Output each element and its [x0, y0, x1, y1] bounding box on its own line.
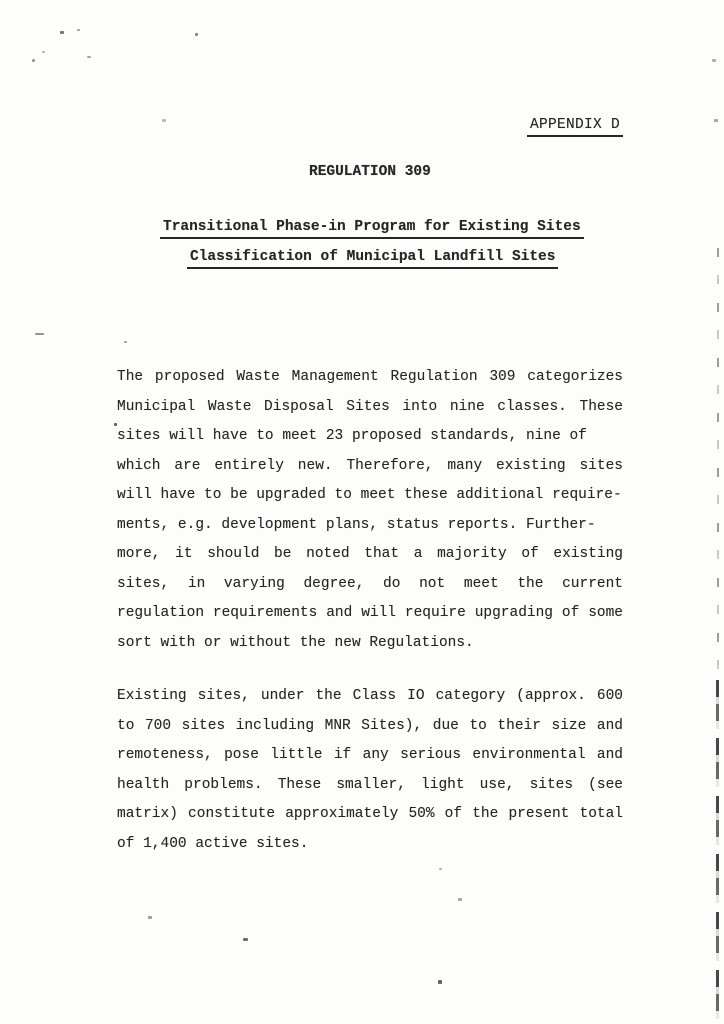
heading-phase-in-program-text: Transitional Phase-in Program for Existing Sites	[160, 219, 584, 239]
body-line: will have to be upgraded to meet these additional require-	[117, 487, 622, 503]
body-line: matrix) constitute approximately 50% of the present total	[117, 806, 623, 822]
dust-speck	[32, 59, 35, 62]
dust-speck	[148, 916, 152, 919]
scan-edge-artifact	[716, 680, 719, 1024]
body-line: more, it should be noted that a majority of existing	[117, 546, 623, 562]
body-line: of 1,400 active sites.	[117, 835, 309, 852]
dust-speck	[114, 423, 117, 426]
dust-speck	[60, 31, 64, 34]
body-line: Municipal Waste Disposal Sites into nine classes. These	[117, 398, 623, 415]
scan-edge-artifact	[717, 248, 719, 680]
body-line: sort with or without the new Regulations.	[117, 634, 474, 651]
dust-speck	[714, 119, 718, 122]
body-line: health problems. These smaller, light use, sites (see	[117, 776, 623, 793]
heading-classification	[187, 249, 558, 269]
body-text	[117, 363, 623, 859]
dust-speck	[42, 51, 45, 53]
dust-speck	[243, 938, 248, 941]
paragraph-2	[117, 682, 623, 859]
appendix-label-text: APPENDIX D	[527, 117, 623, 137]
dust-speck	[712, 59, 716, 62]
dust-speck	[77, 29, 80, 31]
dust-speck	[195, 33, 198, 36]
dust-speck	[87, 56, 91, 58]
heading-classification-text: Classification of Municipal Landfill Sites	[187, 249, 558, 269]
body-line: remoteness, pose little if any serious environmental and	[117, 747, 623, 763]
paragraph-1	[117, 363, 623, 658]
dust-speck	[162, 119, 166, 122]
body-line: which are entirely new. Therefore, many existing sites	[117, 457, 623, 474]
heading-phase-in-program	[160, 219, 584, 239]
dust-speck	[439, 868, 442, 870]
dust-speck	[35, 333, 44, 335]
dust-speck	[458, 898, 462, 901]
dust-speck	[438, 980, 442, 984]
body-line: sites will have to meet 23 proposed standards, nine of	[117, 428, 587, 444]
body-line: Existing sites, under the Class IO category (approx. 600	[117, 688, 623, 704]
body-line: regulation requirements and will require upgrading of some	[117, 605, 623, 621]
body-line: ments, e.g. development plans, status reports. Further-	[117, 516, 596, 533]
appendix-label	[527, 117, 623, 137]
dust-speck	[124, 341, 127, 343]
regulation-title: REGULATION 309	[309, 164, 431, 180]
body-line: The proposed Waste Management Regulation 309 categorizes	[117, 369, 623, 385]
body-line: to 700 sites including MNR Sites), due to their size and	[117, 717, 623, 734]
body-line: sites, in varying degree, do not meet the current	[117, 575, 623, 592]
